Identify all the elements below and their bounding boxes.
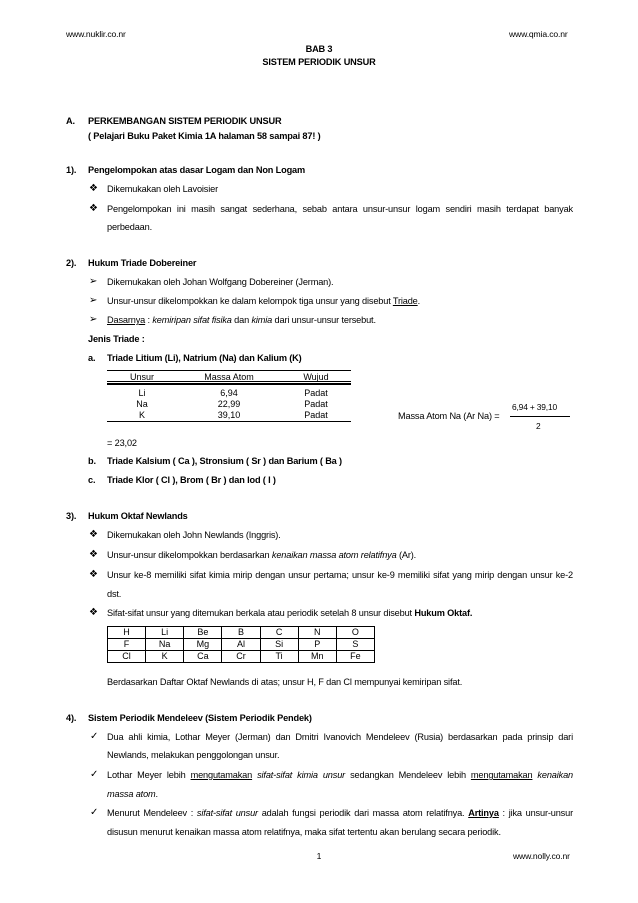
- triade-b-label: b.: [88, 456, 96, 466]
- table-cell: Padat: [304, 410, 328, 420]
- s3-bullet-1: Dikemukakan oleh John Newlands (Inggris).: [107, 530, 281, 540]
- oktaf-cell: Cl: [108, 651, 146, 663]
- oktaf-cell: S: [336, 639, 374, 651]
- fraction-bar: [510, 416, 570, 417]
- oktaf-cell: Na: [146, 639, 184, 651]
- oktaf-cell: H: [108, 627, 146, 639]
- triade-c-title: Triade Klor ( Cl ), Brom ( Br ) dan Iod ( I ): [107, 475, 276, 485]
- table-cell: Li: [138, 388, 146, 398]
- oktaf-cell: C: [260, 627, 298, 639]
- table-cell: Padat: [304, 388, 328, 398]
- oktaf-cell: N: [298, 627, 336, 639]
- section-a-label: A.: [66, 116, 75, 126]
- oktaf-cell: Al: [222, 639, 260, 651]
- s1-title: Pengelompokan atas dasar Logam dan Non Logam: [88, 165, 306, 175]
- s2-bullet-1: Dikemukakan oleh Johan Wolfgang Dobereiner (Jerman).: [107, 277, 334, 287]
- s4-bullet-1-line2: Newlands, melakukan penggolongan unsur.: [107, 750, 280, 760]
- triade-a-title: Triade Litium (Li), Natrium (Na) dan Kalium (K): [107, 353, 302, 363]
- oktaf-cell: K: [146, 651, 184, 663]
- oktaf-cell: F: [108, 639, 146, 651]
- oktaf-note: Berdasarkan Daftar Oktaf Newlands di atas; unsur H, F dan Cl mempunyai kemiripan sifat.: [107, 677, 463, 687]
- s4-title: Sistem Periodik Mendeleev (Sistem Periodik Pendek): [88, 713, 312, 723]
- s4-bullet-2-line1: Lothar Meyer lebih mengutamakan sifat-sifat kimia unsur sedangkan Mendeleev lebih mengutamakan kenaikan: [107, 770, 574, 780]
- header-left-url[interactable]: www.nuklir.co.nr: [66, 29, 126, 39]
- s4-bullet-1-line1: Dua ahli kimia, Lothar Meyer (Jerman) dan Dmitri Ivanovich Mendeleev (Rusia) berdasarkan pada prinsip dari: [107, 732, 573, 742]
- triade-header-unsur: Unsur: [129, 371, 154, 382]
- triade-b-title: Triade Kalsium ( Ca ), Stronsium ( Sr ) dan Barium ( Ba ): [107, 456, 342, 466]
- table-cell: 39,10: [217, 410, 241, 420]
- s2-bullet-3: Dasarnya : kemiripan sifat fisika dan kimia dari unsur-unsur tersebut.: [107, 315, 376, 325]
- table-cell: Na: [136, 399, 148, 409]
- oktaf-cell: P: [298, 639, 336, 651]
- s2-bullet-2: Unsur-unsur dikelompokkan ke dalam kelompok tiga unsur yang disebut Triade.: [107, 296, 421, 306]
- diamond-bullet-icon: ❖: [89, 607, 98, 618]
- triade-a-label: a.: [88, 353, 96, 363]
- checkmark-bullet-icon: ✓: [90, 807, 99, 818]
- oktaf-cell: Be: [184, 627, 222, 639]
- s3-bullet-3-line1: Unsur ke-8 memiliki sifat kimia mirip dengan unsur pertama; unsur ke-9 memiliki sifat yang mirip dengan unsur ke-2: [107, 570, 573, 580]
- s2-title: Hukum Triade Dobereiner: [88, 258, 197, 268]
- triade-term: Triade: [392, 296, 418, 306]
- s4-bullet-3-line2: disusun menurut kenaikan massa atom relatifnya, maka sifat tertentu akan berulang secara periodik.: [107, 827, 501, 837]
- s4-bullet-2-line2: massa atom.: [107, 789, 158, 799]
- oktaf-cell: Li: [146, 627, 184, 639]
- formula-numerator: 6,94 + 39,10: [512, 402, 558, 412]
- oktaf-cell: Ca: [184, 651, 222, 663]
- s2-number: 2).: [66, 258, 77, 268]
- table-cell: K: [138, 410, 145, 420]
- s4-bullet-3-line1: Menurut Mendeleev : sifat-sifat unsur adalah fungsi periodik dari massa atom relatifnya. Artinya : jika unsur-unsur: [107, 808, 573, 818]
- s3-bullet-4: Sifat-sifat unsur yang ditemukan berkala atau periodik setelah 8 unsur disebut Hukum Oktaf.: [107, 608, 473, 618]
- page-number: 1: [316, 851, 322, 861]
- section-a-title: PERKEMBANGAN SISTEM PERIODIK UNSUR: [88, 116, 282, 126]
- table-header-rule: [107, 370, 351, 384]
- oktaf-cell: O: [336, 627, 374, 639]
- triade-result: = 23,02: [107, 438, 137, 448]
- table-cell: 22,99: [217, 399, 241, 409]
- formula-denominator: 2: [536, 421, 541, 431]
- diamond-bullet-icon: ❖: [89, 529, 98, 540]
- s1-bullet-2-line2: perbedaan.: [107, 222, 152, 232]
- s1-bullet-1: Dikemukakan oleh Lavoisier: [107, 184, 219, 194]
- table-cell: 6,94: [220, 388, 238, 398]
- formula-label: Massa Atom Na (Ar Na) =: [398, 411, 500, 421]
- header-right-url[interactable]: www.qmia.co.nr: [509, 29, 568, 39]
- arrow-bullet-icon: ➢: [89, 295, 98, 306]
- arrow-bullet-icon: ➢: [89, 314, 98, 325]
- oktaf-cell: Si: [260, 639, 298, 651]
- triade-c-label: c.: [88, 475, 96, 485]
- s1-number: 1).: [66, 165, 77, 175]
- arrow-bullet-icon: ➢: [89, 276, 98, 287]
- triade-header-massa: Massa Atom: [204, 371, 254, 382]
- oktaf-cell: Fe: [336, 651, 374, 663]
- s3-bullet-2: Unsur-unsur dikelompokkan berdasarkan kenaikan massa atom relatifnya (Ar).: [107, 550, 417, 560]
- s3-title: Hukum Oktaf Newlands: [88, 511, 188, 521]
- checkmark-bullet-icon: ✓: [90, 731, 99, 742]
- footer-right-url[interactable]: www.nolly.co.nr: [513, 851, 570, 861]
- diamond-bullet-icon: ❖: [89, 569, 98, 580]
- oktaf-cell: Mg: [184, 639, 222, 651]
- section-a-note: ( Pelajari Buku Paket Kimia 1A halaman 58 sampai 87! ): [88, 131, 321, 141]
- s3-bullet-3-line2: dst.: [107, 589, 122, 599]
- oktaf-cell: Ti: [260, 651, 298, 663]
- oktaf-cell: Cr: [222, 651, 260, 663]
- s4-number: 4).: [66, 713, 77, 723]
- s3-number: 3).: [66, 511, 77, 521]
- oktaf-table: [107, 626, 375, 663]
- triade-header-wujud: Wujud: [303, 371, 329, 382]
- diamond-bullet-icon: ❖: [89, 183, 98, 194]
- chapter-number: BAB 3: [305, 44, 333, 54]
- oktaf-cell: B: [222, 627, 260, 639]
- diamond-bullet-icon: ❖: [89, 549, 98, 560]
- chapter-title: SISTEM PERIODIK UNSUR: [262, 57, 376, 67]
- oktaf-cell: Mn: [298, 651, 336, 663]
- checkmark-bullet-icon: ✓: [90, 769, 99, 780]
- jenis-triade-heading: Jenis Triade :: [88, 334, 145, 344]
- s1-bullet-2-line1: Pengelompokan ini masih sangat sederhana, sebab antara unsur-unsur logam sendiri masih terdapat banyak: [107, 204, 573, 214]
- diamond-bullet-icon: ❖: [89, 203, 98, 214]
- table-cell: Padat: [304, 399, 328, 409]
